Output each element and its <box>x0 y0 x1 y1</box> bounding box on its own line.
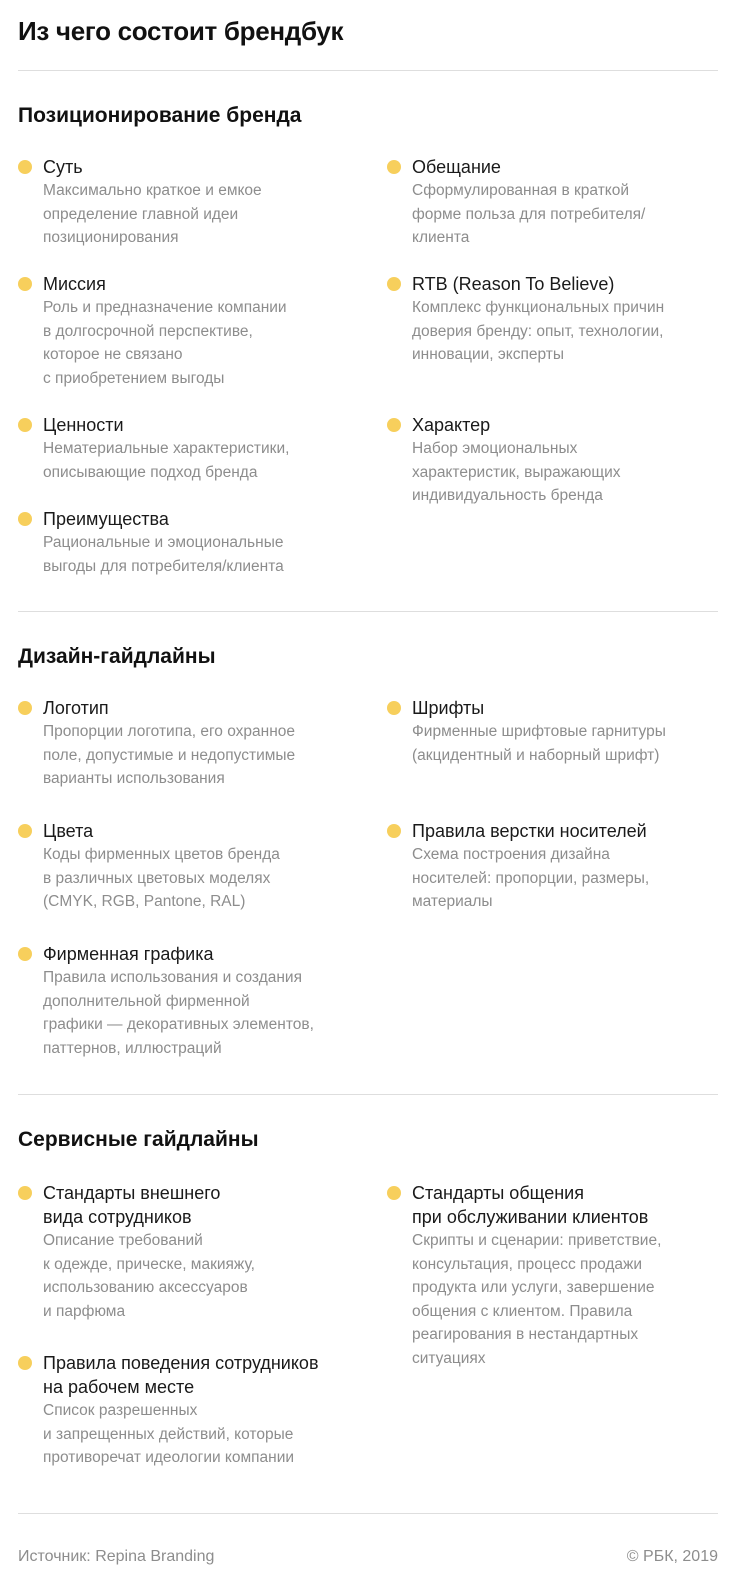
divider <box>18 70 718 71</box>
bullet-dot-icon <box>18 701 32 715</box>
item-description: Нематериальные характеристики, описывающие подход бренда <box>43 440 290 481</box>
list-item <box>18 1181 328 1323</box>
list-item <box>387 1181 697 1370</box>
item-name: Правила поведения сотрудников на рабочем месте <box>43 1353 319 1397</box>
bullet-dot-icon <box>387 418 401 432</box>
item-description: Схема построения дизайна носителей: пропорции, размеры, материалы <box>412 846 650 910</box>
bullet-dot-icon <box>18 418 32 432</box>
item-name: Миссия <box>43 274 106 294</box>
item-description: Скрипты и сценарии: приветствие, консультация, процесс продажи продукта или услуги, завершение общения с клиентом. Правила реагирования в нестандартных ситуациях <box>412 1232 662 1367</box>
item-name: Ценности <box>43 415 124 435</box>
item-name: Обещание <box>412 157 501 177</box>
bullet-dot-icon <box>18 1356 32 1370</box>
item-name: Шрифты <box>412 698 485 718</box>
item-name: RTB (Reason To Believe) <box>412 274 615 294</box>
divider <box>18 1094 718 1095</box>
bullet-dot-icon <box>387 701 401 715</box>
item-name: Характер <box>412 415 491 435</box>
list-item <box>387 155 697 250</box>
item-name: Фирменная графика <box>43 944 214 964</box>
bullet-dot-icon <box>18 824 32 838</box>
page-title: Из чего состоит брендбук <box>18 16 344 46</box>
bullet-dot-icon <box>18 947 32 961</box>
section-heading-design: Дизайн-гайдлайны <box>18 645 216 668</box>
divider <box>18 1513 718 1514</box>
bullet-dot-icon <box>18 277 32 291</box>
item-description: Фирменные шрифтовые гарнитуры (акцидентный и наборный шрифт) <box>412 723 666 764</box>
item-name: Стандарты внешнего вида сотрудников <box>43 1183 221 1227</box>
item-description: Правила использования и создания дополнительной фирменной графики — декоративных элементов, паттернов, иллюстраций <box>43 969 314 1057</box>
list-item <box>387 413 697 508</box>
list-item <box>18 507 328 578</box>
bullet-dot-icon <box>387 824 401 838</box>
item-name: Правила верстки носителей <box>412 821 647 841</box>
list-item <box>18 413 328 484</box>
item-description: Описание требований к одежде, прическе, макияжу, использованию аксессуаров и парфюма <box>43 1232 255 1320</box>
section-heading-positioning: Позиционирование бренда <box>18 104 302 127</box>
list-item <box>387 696 697 767</box>
item-description: Набор эмоциональных характеристик, выражающих индивидуальность бренда <box>412 440 621 504</box>
item-name: Стандарты общения при обслуживании клиентов <box>412 1183 649 1227</box>
item-description: Максимально краткое и емкое определение главной идеи позиционирования <box>43 182 262 246</box>
list-item <box>18 272 328 390</box>
item-name: Преимущества <box>43 509 169 529</box>
copyright: © РБК, 2019 <box>626 1548 718 1565</box>
bullet-dot-icon <box>18 1186 32 1200</box>
item-description: Сформулированная в краткой форме польза для потребителя/ клиента <box>412 182 646 246</box>
item-name: Суть <box>43 157 83 177</box>
item-description: Пропорции логотипа, его охранное поле, допустимые и недопустимые варианты использования <box>43 723 296 787</box>
list-item <box>18 819 328 914</box>
list-item <box>18 1351 328 1470</box>
list-item <box>18 942 328 1060</box>
item-description: Коды фирменных цветов бренда в различных цветовых моделях (CMYK, RGB, Pantone, RAL) <box>43 846 280 910</box>
bullet-dot-icon <box>18 512 32 526</box>
item-name: Логотип <box>43 698 109 718</box>
list-item <box>387 819 697 914</box>
list-item <box>18 696 328 791</box>
list-item <box>18 155 328 250</box>
item-description: Рациональные и эмоциональные выгоды для потребителя/клиента <box>43 534 284 575</box>
divider <box>18 611 718 612</box>
list-item <box>387 272 697 367</box>
bullet-dot-icon <box>387 160 401 174</box>
item-description: Комплекс функциональных причин доверия бренду: опыт, технологии, инновации, эксперты <box>412 299 665 363</box>
bullet-dot-icon <box>387 1186 401 1200</box>
bullet-dot-icon <box>387 277 401 291</box>
item-name: Цвета <box>43 821 94 841</box>
item-description: Роль и предназначение компании в долгосрочной перспективе, которое не связано с приобретением выгоды <box>43 299 287 387</box>
source-note: Источник: Repina Branding <box>18 1548 215 1565</box>
bullet-dot-icon <box>18 160 32 174</box>
section-heading-service: Сервисные гайдлайны <box>18 1128 259 1151</box>
item-description: Список разрешенных и запрещенных действий, которые противоречат идеологии компании <box>43 1402 295 1466</box>
